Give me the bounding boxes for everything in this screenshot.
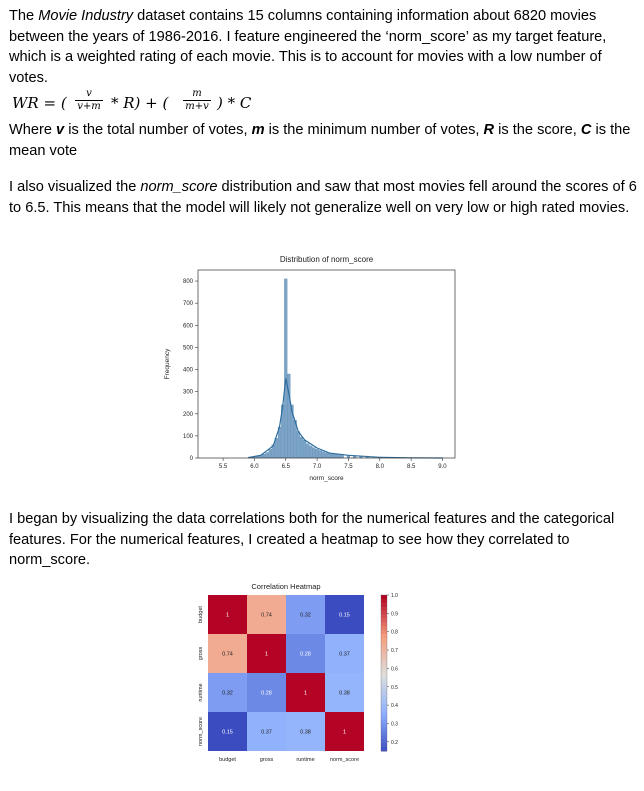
x-tick-label: 5.5 bbox=[218, 464, 228, 470]
colorbar-segment bbox=[381, 689, 387, 693]
plot-frame bbox=[198, 270, 455, 458]
histogram-bar bbox=[303, 440, 306, 458]
histogram-bar bbox=[300, 437, 303, 458]
formula-lhs: WR = ( bbox=[12, 94, 67, 112]
colorbar-segment bbox=[381, 739, 387, 743]
heatmap-value-label: 0.37 bbox=[261, 729, 272, 736]
histogram-bar bbox=[325, 453, 328, 458]
y-tick-label: 100 bbox=[182, 433, 193, 440]
colorbar-segment bbox=[381, 650, 387, 654]
formula-frac1-den: v+m bbox=[75, 100, 103, 113]
distribution-chart bbox=[160, 248, 460, 488]
colorbar-segment bbox=[381, 724, 387, 728]
variables-text: Where bbox=[9, 122, 57, 138]
heatmap-value-label: 0.28 bbox=[300, 651, 311, 658]
y-tick-label: 500 bbox=[182, 345, 193, 352]
formula-frac2-den: m+v bbox=[183, 100, 211, 113]
histogram-bar bbox=[322, 452, 325, 458]
colorbar-segment bbox=[381, 661, 387, 665]
formula-rhs: ) * C bbox=[217, 94, 252, 112]
histogram-bar bbox=[306, 444, 309, 458]
var-c: C bbox=[580, 122, 592, 138]
colorbar-segment bbox=[381, 657, 387, 661]
colorbar-tick-label: 0.8 bbox=[391, 629, 398, 636]
colorbar-segment bbox=[381, 696, 387, 700]
heatmap-value-label: 1 bbox=[225, 612, 230, 619]
y-category-label: norm_score bbox=[198, 716, 204, 747]
histogram-bar bbox=[338, 455, 341, 458]
x-tick-label: 7.0 bbox=[312, 464, 322, 470]
colorbar-segment bbox=[381, 638, 387, 642]
colorbar-segment bbox=[381, 615, 387, 619]
x-category-label: budget bbox=[219, 757, 236, 763]
formula-frac2-num: m bbox=[192, 88, 202, 99]
chart-title: Distribution of norm_score bbox=[279, 255, 374, 264]
x-tick-label: 7.5 bbox=[344, 464, 353, 470]
var-v: v bbox=[56, 122, 65, 138]
x-axis-label: norm_score bbox=[309, 475, 344, 482]
colorbar-segment bbox=[381, 611, 387, 615]
variables-text: is the mean vote bbox=[9, 122, 631, 159]
feature-name: norm_score bbox=[140, 179, 218, 195]
distribution-paragraph bbox=[9, 177, 637, 218]
heatmap-value-label: 0.15 bbox=[222, 729, 233, 736]
colorbar-segment bbox=[381, 634, 387, 638]
colorbar-segment bbox=[381, 720, 387, 724]
colorbar-segment bbox=[381, 599, 387, 603]
heatmap-value-label: 0.37 bbox=[339, 651, 350, 658]
histogram-bar bbox=[266, 452, 269, 458]
x-tick-label: 9.0 bbox=[438, 464, 447, 470]
colorbar-tick-label: 1.0 bbox=[391, 593, 398, 599]
y-tick-label: 300 bbox=[182, 389, 193, 396]
y-axis-label: Frequency bbox=[164, 348, 171, 380]
colorbar-tick-label: 0.4 bbox=[391, 703, 398, 710]
variables-text: is the minimum number of votes, bbox=[264, 122, 484, 138]
histogram-bar bbox=[341, 455, 344, 458]
y-tick-label: 800 bbox=[182, 279, 193, 286]
histogram-bar bbox=[309, 446, 312, 458]
intro-paragraph bbox=[9, 6, 637, 88]
histogram-bar bbox=[319, 450, 322, 458]
colorbar-segment bbox=[381, 673, 387, 677]
colorbar-segment bbox=[381, 712, 387, 716]
y-tick-label: 600 bbox=[182, 323, 193, 330]
histogram-bar bbox=[316, 449, 319, 458]
colorbar-segment bbox=[381, 747, 387, 751]
distribution-text: I also visualized the bbox=[9, 179, 141, 195]
histogram-bar bbox=[334, 454, 337, 458]
x-category-label: norm_score bbox=[329, 757, 360, 763]
heatmap-value-label: 0.74 bbox=[222, 651, 233, 658]
heatmap-value-label: 1 bbox=[303, 690, 308, 697]
heatmap-value-label: 0.38 bbox=[339, 690, 350, 697]
formula-fraction-1 bbox=[75, 88, 103, 113]
heatmap-value-label: 0.74 bbox=[261, 612, 272, 619]
colorbar-segment bbox=[381, 700, 387, 704]
colorbar-segment bbox=[381, 607, 387, 611]
histogram-bar bbox=[331, 454, 334, 458]
variables-text: is the total number of votes, bbox=[64, 122, 252, 138]
distribution-text: distribution and saw that most movies fell around the scores of 6 to 6.5. This means that the model will likely not generalize well on very low or high rated movies. bbox=[9, 179, 637, 216]
var-m: m bbox=[251, 122, 265, 138]
y-tick-label: 700 bbox=[182, 301, 193, 308]
colorbar-segment bbox=[381, 642, 387, 646]
colorbar-segment bbox=[381, 708, 387, 712]
heatmap-value-label: 0.32 bbox=[222, 690, 233, 697]
colorbar-tick-label: 0.3 bbox=[391, 721, 398, 728]
histogram-bar bbox=[262, 454, 265, 458]
colorbar-segment bbox=[381, 665, 387, 669]
formula-fraction-2 bbox=[183, 88, 211, 113]
colorbar-segment bbox=[381, 735, 387, 739]
dataset-name: Movie Industry bbox=[38, 8, 134, 24]
intro-text-1: The bbox=[9, 8, 39, 24]
colorbar-tick-label: 0.2 bbox=[391, 739, 398, 746]
colorbar-segment bbox=[381, 704, 387, 708]
histogram-bar bbox=[269, 449, 272, 458]
colorbar-tick-label: 0.6 bbox=[391, 666, 398, 673]
colorbar-segment bbox=[381, 732, 387, 736]
weighted-rating-formula bbox=[12, 88, 312, 120]
y-category-label: runtime bbox=[198, 683, 204, 702]
colorbar-tick-label: 0.7 bbox=[391, 648, 398, 655]
colorbar-segment bbox=[381, 669, 387, 673]
histogram-bar bbox=[284, 279, 287, 458]
heatmap-value-label: 0.15 bbox=[339, 612, 350, 619]
y-category-label: budget bbox=[198, 606, 204, 623]
heatmap-value-label: 0.28 bbox=[261, 690, 272, 697]
heatmap-value-label: 1 bbox=[264, 651, 269, 658]
variables-text: is the score, bbox=[494, 122, 581, 138]
histogram-bar bbox=[313, 448, 316, 458]
x-tick-label: 6.5 bbox=[281, 464, 290, 470]
colorbar-tick-label: 0.5 bbox=[391, 684, 398, 691]
colorbar-segment bbox=[381, 603, 387, 607]
colorbar-segment bbox=[381, 646, 387, 650]
histogram-bar bbox=[297, 431, 300, 458]
formula-mid: * R) + ( bbox=[111, 94, 169, 112]
colorbar-segment bbox=[381, 728, 387, 732]
heatmap-value-label: 0.38 bbox=[300, 729, 311, 736]
colorbar-segment bbox=[381, 685, 387, 689]
histogram-bar bbox=[328, 453, 331, 458]
colorbar-segment bbox=[381, 743, 387, 747]
colorbar-segment bbox=[381, 654, 387, 658]
var-r: R bbox=[483, 122, 495, 138]
y-category-label: gross bbox=[198, 646, 204, 661]
correlation-heatmap bbox=[190, 578, 450, 783]
colorbar-segment bbox=[381, 716, 387, 720]
y-tick-label: 0 bbox=[189, 456, 193, 462]
heatmap-value-label: 0.32 bbox=[300, 612, 311, 619]
colorbar-tick-label: 0.9 bbox=[391, 611, 398, 618]
colorbar-segment bbox=[381, 677, 387, 681]
colorbar-segment bbox=[381, 630, 387, 634]
variables-paragraph bbox=[9, 120, 637, 161]
formula-frac1-num: v bbox=[86, 88, 92, 99]
colorbar-segment bbox=[381, 626, 387, 630]
heatmap-title: Correlation Heatmap bbox=[251, 582, 321, 591]
x-tick-label: 8.5 bbox=[406, 464, 416, 470]
x-category-label: runtime bbox=[296, 757, 315, 763]
correlation-paragraph: I began by visualizing the data correlations both for the numerical features and the categorical features. For the numerical features, I created a heatmap to see how they correlated to norm_score. bbox=[9, 511, 615, 568]
intro-text-2: dataset contains 15 columns containing information about 6820 movies between the years of 1986-2016. I feature engineered the ‘norm_score’ as my target feature, which is a weighted rating of each movie. This is to account for movies with a low number of votes. bbox=[9, 8, 607, 86]
y-tick-label: 200 bbox=[182, 411, 193, 418]
x-category-label: gross bbox=[259, 757, 274, 763]
heatmap-value-label: 1 bbox=[342, 729, 347, 736]
colorbar-segment bbox=[381, 595, 387, 599]
x-tick-label: 6.0 bbox=[250, 464, 259, 470]
colorbar-segment bbox=[381, 618, 387, 622]
colorbar-segment bbox=[381, 693, 387, 697]
colorbar-segment bbox=[381, 681, 387, 685]
x-tick-label: 8.0 bbox=[375, 464, 384, 470]
y-tick-label: 400 bbox=[182, 367, 193, 374]
colorbar-segment bbox=[381, 622, 387, 626]
